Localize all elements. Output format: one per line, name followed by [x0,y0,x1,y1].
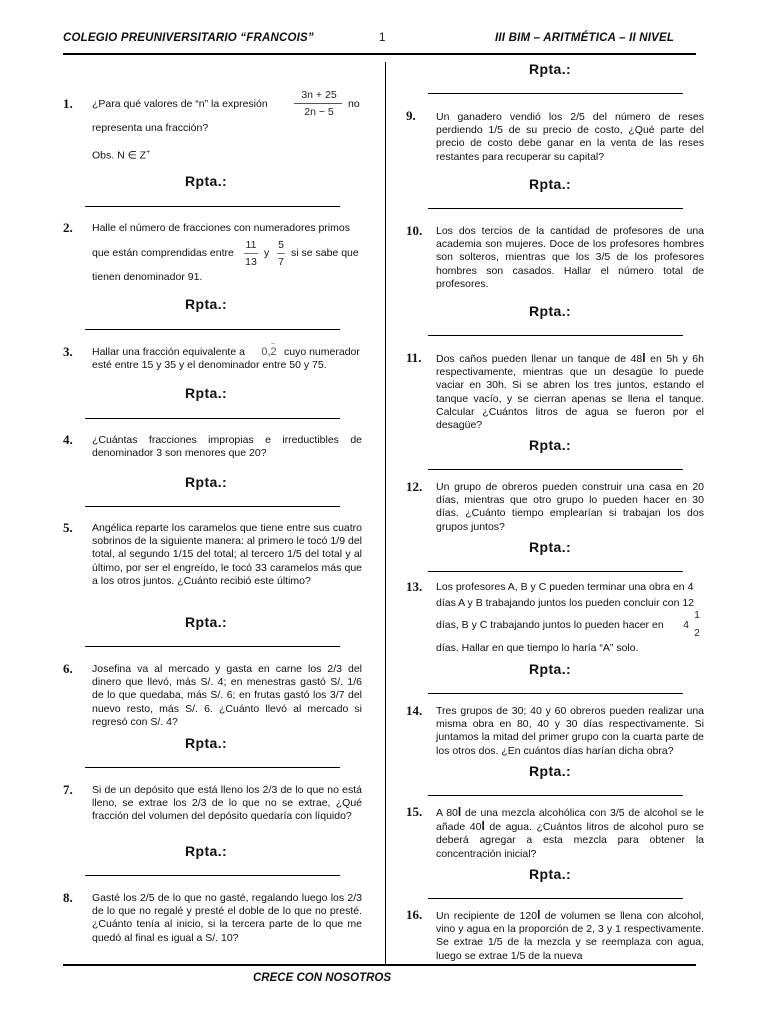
answer-label: Rpta.: [185,173,228,189]
question-number: 12. [406,479,423,494]
answer-line [428,335,683,336]
question-text: Los profesores A, B y C pueden terminar una obra en 4 [436,581,694,593]
fraction-numerator: 3n + 25 [301,89,337,101]
fraction-bar [244,253,258,254]
question-number: 7. [63,782,73,797]
fraction-numerator: 5 [278,239,284,251]
answer-label: Rpta.: [185,296,228,312]
answer-label: Rpta.: [529,661,572,677]
answer-line [85,418,340,419]
page-number: 1 [379,32,386,44]
answer-label: Rpta.: [185,614,228,630]
question-number: 11. [406,350,422,365]
footer-rule [63,964,696,966]
fraction-numerator: 1 [694,610,700,621]
answer-label: Rpta.: [529,176,572,192]
answer-line [85,646,340,647]
question-text: Josefina va al mercado y gasta en carne los 2/3 del dinero que llevó, más S/. 4; en menestras gastó S/. 1/6 de lo que quedaba, más S/. 6; en frutas gastó los 3/7 del nuevo resto, más S/. 6. ¿Cuánto llevó al mercado si regresó con S/. 4? [92,663,362,728]
question-text: Hallar una fracción equivalente a [92,346,245,358]
answer-label: Rpta.: [529,866,572,882]
answer-label: Rpta.: [529,437,572,453]
answer-line [428,93,683,94]
fraction-denominator: 2 [694,628,700,639]
answer-line [85,206,340,207]
question-number: 3. [63,344,73,359]
question-number: 10. [406,223,423,238]
question-text: tienen denominador 91. [92,271,203,283]
answer-label: Rpta.: [185,385,228,401]
question-text: días. Hallar en que tiempo lo haría “A” solo. [436,642,639,654]
question-text: y [264,247,270,259]
question-text: esté entre 15 y 35 y el denominador entre 50 y 75. [92,359,327,371]
column-divider [385,62,386,965]
question-text: si se sabe que [291,247,359,259]
question-text: Un ganadero vendió los 2/5 del número de reses perdiendo 1/5 de su precio de costo, ¿Qué parte del precio de costo debe ganar en la venta de las reses restantes para recuperar su capital? [436,111,704,163]
fraction-numerator: 11 [245,239,257,251]
answer-line [85,875,340,876]
question-number: 2. [63,220,73,235]
course-title: III BIM – ARITMÉTICA – II NIVEL [495,32,675,44]
answer-line [428,795,683,796]
answer-label: Rpta.: [529,61,572,77]
question-text: Si de un depósito que está lleno los 2/3 de lo que no está lleno, se extrae los 2/3 de lo que no se extrae, ¿Qué fracción del volumen del depósito quedaría con líquido? [92,784,362,823]
question-number: 6. [63,661,73,676]
answer-line [428,693,683,694]
question-text: Gasté los 2/5 de lo que no gasté, regalando luego los 2/3 de lo que no regalé y presté el doble de lo que no presté. ¿Cuánto tenía al inicio, si la tercera parte de lo que me quedó al final es igual a S/. 10? [92,892,362,944]
question-text: A 80l de una mezcla alcohólica con 3/5 de alcohol se le añade 40l de agua. ¿Cuántos litros de alcohol puro se deberá agregar a esta mezcla para obtener la concentración inicial? [436,805,705,860]
answer-line [428,208,683,209]
question-number: 1. [63,96,73,111]
question-text: Angélica reparte los caramelos que tiene entre sus cuatro sobrinos de la siguiente manera: al primero le tocó 1/9 del total, al segundo 1/15 del total; al tercero 1/5 del total y al último, por ser el engreído, le tocó 33 caramelos más que a los otros juntos. ¿Cuánto recibió este último? [92,522,362,587]
fraction-denominator: 13 [245,256,257,268]
answer-label: Rpta.: [529,763,572,779]
question-number: 13. [406,579,423,594]
question-number: 4. [63,432,73,447]
fraction-denominator: 7 [278,256,284,268]
answer-line [85,767,340,768]
question-text: días, B y C trabajando juntos lo pueden hacer en [436,619,664,631]
school-name: COLEGIO PREUNIVERSITARIO “FRANCOIS” [63,32,314,44]
question-number: 5. [63,520,73,535]
question-text: ¿Cuántas fracciones impropias e irreductibles de denominador 3 son menores que 20? [92,434,362,460]
question-text: Dos caños pueden llenar un tanque de 48l en 5h y 6h respectivamente, mientras que un desagüe lo puede vaciar en 30h. Si se abren los tres juntos, estando el tanque vacío, y se cierran apenas se llena el tanque. Calcular ¿Cuántos litros de agua se fueron por el desagüe? [436,351,704,432]
question-text: representa una fracción? [92,122,209,134]
question-text: Los dos tercios de la cantidad de profesores de una academia son mujeres. Doce de los profesores hombres son solteros, mientras que los 3/5 de los profesores hombres son casados. Hallar el número total de profesores. [436,225,704,290]
question-text: Tres grupos de 30; 40 y 60 obreros pueden realizar una misma obra en 80, 40 y 30 días respectivamente. Si juntamos la mitad del primer grupo con la cuarta parte de los otros dos. ¿En cuántos días harían dicha obra? [436,705,704,757]
mixed-number-whole: 4 [683,619,689,631]
answer-label: Rpta.: [529,303,572,319]
question-note: Obs. N ∈ Z+ [92,149,151,162]
answer-line [428,571,683,572]
answer-line [428,469,683,470]
answer-line [85,329,340,330]
repeating-mark: ⌢ [270,340,276,347]
fraction-bar [277,253,285,254]
question-number: 14. [406,703,423,718]
question-text: que están comprendidas entre [92,247,234,259]
question-text: no [348,98,360,110]
fraction-bar [294,103,342,104]
answer-label: Rpta.: [185,474,228,490]
answer-line [428,898,683,899]
question-number: 15. [406,804,423,819]
question-number: 16. [406,907,423,922]
question-text: días A y B trabajando juntos los pueden concluir con 12 [436,597,695,609]
question-number: 9. [406,108,416,123]
question-text: cuyo numerador [284,346,360,358]
question-text: Halle el número de fracciones con numeradores primos [92,222,350,234]
answer-label: Rpta.: [529,539,572,555]
header-rule [63,53,696,55]
fraction-denominator: 2n − 5 [304,106,334,118]
answer-label: Rpta.: [185,735,228,751]
repeating-decimal: 0,2 [261,346,277,358]
footer-slogan: CRECE CON NOSOTROS [253,972,392,984]
question-number: 8. [63,890,73,905]
answer-label: Rpta.: [185,843,228,859]
question-text: ¿Para qué valores de “n” la expresión [92,98,268,110]
question-text: Un recipiente de 120l de volumen se llena con alcohol, vino y agua en la proporción de 2, 3 y 1 respectivamente. Se extrae 1/5 de la mezcla y se reemplaza con agua, luego se extrae 1/5 de la nueva [436,908,704,962]
question-text: Un grupo de obreros pueden construir una casa en 20 días, mientras que otro grupo lo pueden hacer en 30 días. ¿Cuánto tiempo emplearían si trabajan los dos grupos juntos? [436,481,704,533]
answer-line [85,506,340,507]
